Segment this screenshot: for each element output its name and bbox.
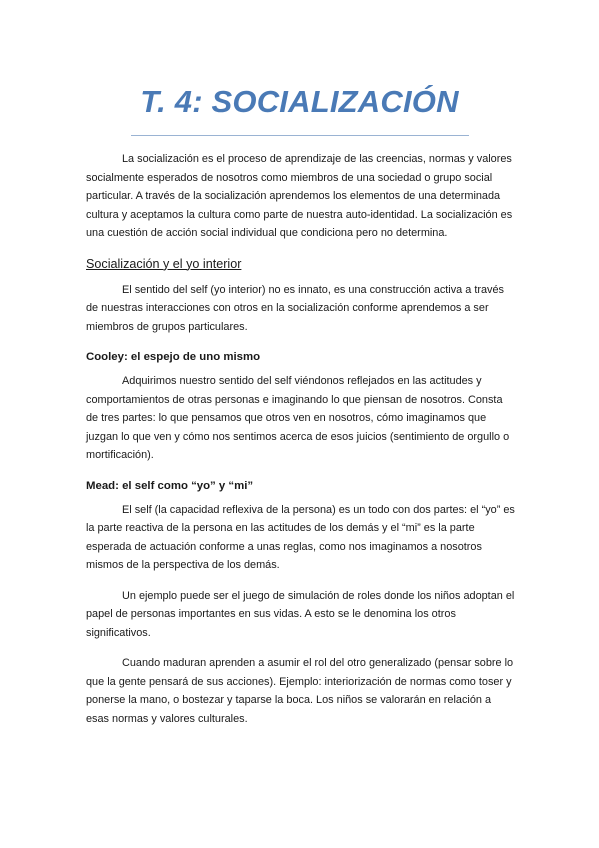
paragraph-intro: La socialización es el proceso de aprendizaje de las creencias, normas y valores socialmente esperados de nosotros como miembros de una sociedad o grupo social particular. A través de la socialización aprendemos los elementos de una determinada cultura y aceptamos la cultura como parte de nuestra auto-identidad. La socialización es una cuestión de acción social individual que condiciona pero no determina.: [86, 153, 513, 239]
title-divider: [131, 135, 469, 136]
paragraph-mead-2: Un ejemplo puede ser el juego de simulación de roles donde los niños adoptan el papel de personas importantes en sus vidas. A esto se le denomina los otros significativos.: [86, 589, 515, 639]
paragraph-yo-interior: El sentido del self (yo interior) no es innato, es una construcción activa a través de nuestras interacciones con otros en la socialización conforme aprendemos a ser miembros de grupos particulares.: [86, 283, 504, 333]
document-body: [86, 150, 516, 740]
heading-cooley: Cooley: el espejo de uno mismo: [86, 351, 261, 363]
paragraph-cooley: Adquirimos nuestro sentido del self viéndonos reflejados en las actitudes y comportamientos de otras personas e imaginando lo que piensan de nosotros. Consta de tres partes: lo que pensamos que otros ven en nosotros, cómo imaginamos que juzgan lo que ven y cómo nos sentimos acerca de esos juicios (sentimiento de orgullo o mortificación).: [86, 375, 510, 461]
heading-yo-interior: Socialización y el yo interior: [86, 256, 242, 271]
page-title: T. 4: SOCIALIZACIÓN: [140, 84, 459, 119]
paragraph-mead-3: Cuando maduran aprenden a asumir el rol del otro generalizado (pensar sobre lo que la gente pensará de sus acciones). Ejemplo: interiorización de normas como toser y ponerse la mano, o bostezar y taparse la boca. Los niños se valorarán en relación a esas normas y valores culturales.: [86, 657, 514, 725]
paragraph-mead-1: El self (la capacidad reflexiva de la persona) es un todo con dos partes: el “yo” es la parte reactiva de la persona en las actitudes de los demás y el “mi” es la parte esperada de actuación conforme a unas reglas, como nos imaginamos a nosotros mismos de la perspectiva de los demás.: [86, 503, 515, 571]
heading-mead: Mead: el self como “yo” y “mi”: [86, 479, 254, 492]
